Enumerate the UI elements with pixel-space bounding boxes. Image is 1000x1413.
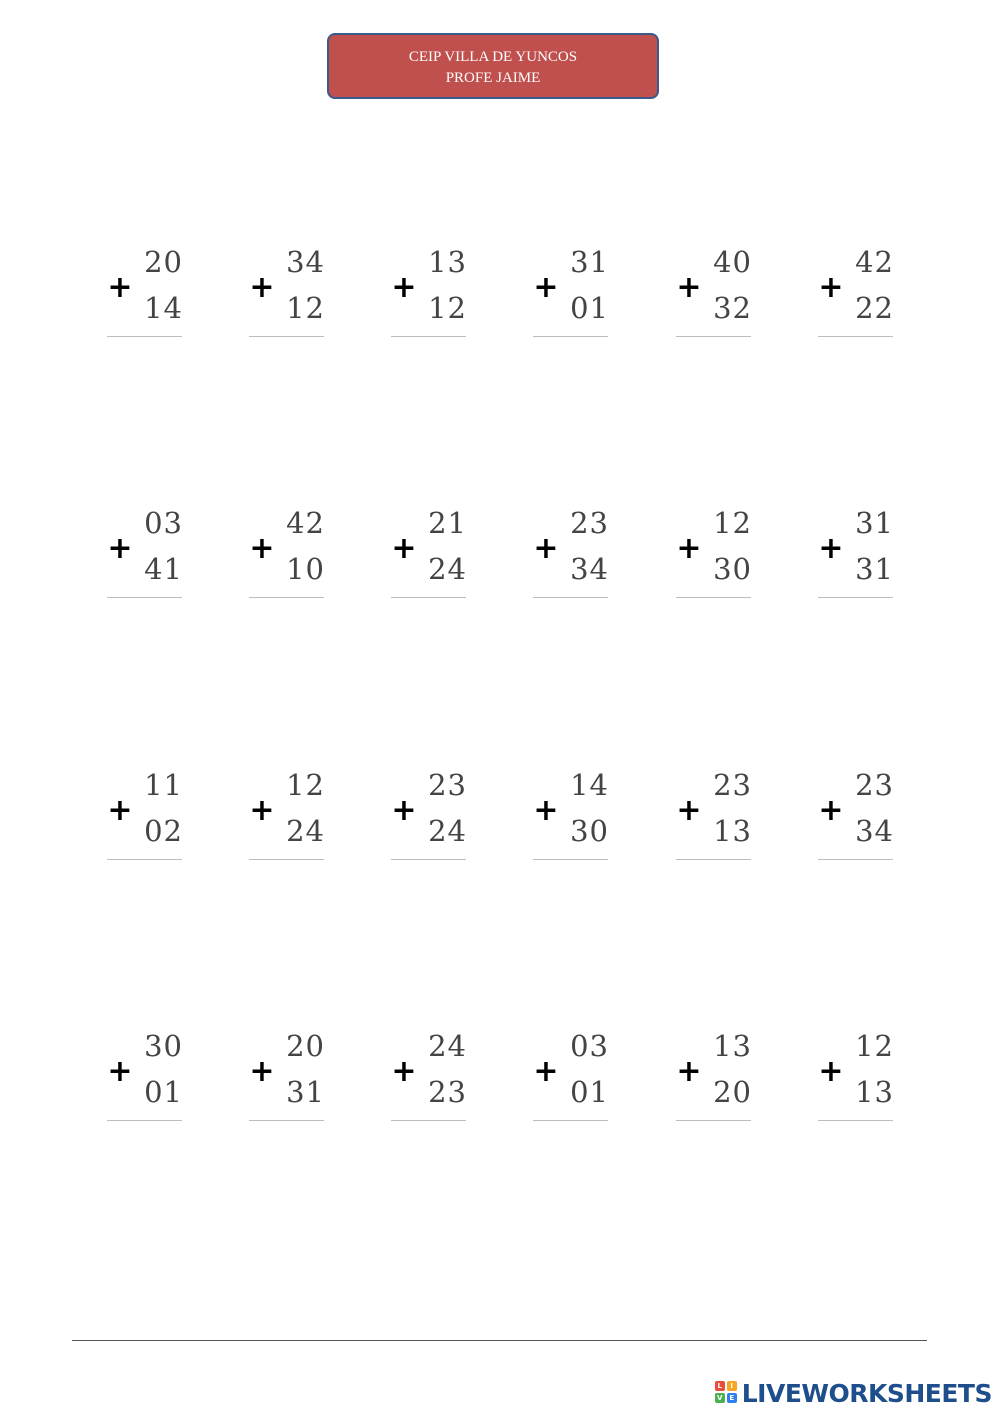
addition-problem (676, 768, 756, 869)
addend-top: 14 (570, 768, 609, 802)
addend-bottom: 01 (570, 1075, 609, 1109)
addend-bottom: 30 (713, 552, 752, 586)
addend-top: 42 (286, 506, 325, 540)
plus-sign: + (391, 1054, 417, 1089)
addend-bottom: 02 (144, 814, 183, 848)
answer-line (107, 859, 182, 860)
liveworksheets-brand (715, 1378, 992, 1408)
addition-problem (107, 506, 187, 607)
answer-line (107, 597, 182, 598)
addend-bottom: 01 (144, 1075, 183, 1109)
addend-top: 42 (855, 245, 894, 279)
answer-line (533, 859, 608, 860)
addend-bottom: 14 (144, 291, 183, 325)
addend-bottom: 30 (570, 814, 609, 848)
addend-bottom: 20 (713, 1075, 752, 1109)
addend-top: 31 (855, 506, 894, 540)
plus-sign: + (391, 793, 417, 828)
plus-sign: + (818, 531, 844, 566)
addend-bottom: 31 (286, 1075, 325, 1109)
plus-sign: + (107, 531, 133, 566)
answer-line (676, 336, 751, 337)
addend-top: 20 (286, 1029, 325, 1063)
teacher-name: PROFE JAIME (445, 70, 541, 86)
answer-line (391, 597, 466, 598)
addend-top: 03 (144, 506, 183, 540)
addition-problem (533, 506, 613, 607)
school-name: CEIP VILLA DE YUNCOS (408, 49, 578, 65)
plus-sign: + (249, 1054, 275, 1089)
addend-bottom: 41 (144, 552, 183, 586)
addition-problem (818, 1029, 898, 1130)
plus-sign: + (391, 270, 417, 305)
addend-bottom: 22 (855, 291, 894, 325)
addend-bottom: 24 (286, 814, 325, 848)
addend-bottom: 24 (428, 552, 467, 586)
addend-top: 34 (286, 245, 325, 279)
plus-sign: + (107, 270, 133, 305)
addend-bottom: 13 (713, 814, 752, 848)
answer-line (533, 336, 608, 337)
plus-sign: + (249, 793, 275, 828)
addend-top: 23 (855, 768, 894, 802)
plus-sign: + (676, 1054, 702, 1089)
addition-problem (249, 768, 329, 869)
answer-line (676, 1120, 751, 1121)
addition-problem (818, 768, 898, 869)
plus-sign: + (676, 531, 702, 566)
addend-bottom: 32 (713, 291, 752, 325)
answer-line (107, 1120, 182, 1121)
addend-top: 24 (428, 1029, 467, 1063)
addend-bottom: 01 (570, 291, 609, 325)
addend-top: 21 (428, 506, 467, 540)
addend-top: 20 (144, 245, 183, 279)
logo-tile: E (727, 1393, 737, 1403)
answer-line (249, 1120, 324, 1121)
plus-sign: + (249, 270, 275, 305)
addition-problem (249, 245, 329, 346)
logo-tile: L (715, 1381, 725, 1391)
footer-divider (72, 1340, 927, 1341)
plus-sign: + (533, 1054, 559, 1089)
addition-problem (533, 1029, 613, 1130)
addend-top: 12 (855, 1029, 894, 1063)
answer-line (818, 1120, 893, 1121)
addition-problem (676, 1029, 756, 1130)
addend-top: 23 (428, 768, 467, 802)
addend-bottom: 34 (570, 552, 609, 586)
plus-sign: + (533, 270, 559, 305)
addend-bottom: 24 (428, 814, 467, 848)
plus-sign: + (533, 531, 559, 566)
answer-line (107, 336, 182, 337)
plus-sign: + (533, 793, 559, 828)
liveworksheets-logo-icon (715, 1381, 739, 1405)
addend-top: 12 (713, 506, 752, 540)
plus-sign: + (818, 270, 844, 305)
answer-line (818, 597, 893, 598)
addend-bottom: 12 (286, 291, 325, 325)
plus-sign: + (107, 1054, 133, 1089)
addition-problem (391, 768, 471, 869)
logo-tile: I (727, 1381, 737, 1391)
addition-problem (107, 1029, 187, 1130)
addend-top: 03 (570, 1029, 609, 1063)
addend-bottom: 34 (855, 814, 894, 848)
addition-problem (676, 245, 756, 346)
answer-line (391, 859, 466, 860)
answer-line (818, 336, 893, 337)
addition-problem (107, 768, 187, 869)
addend-top: 30 (144, 1029, 183, 1063)
answer-line (676, 859, 751, 860)
addend-bottom: 13 (855, 1075, 894, 1109)
addition-problem (249, 506, 329, 607)
plus-sign: + (249, 531, 275, 566)
answer-line (676, 597, 751, 598)
addend-bottom: 31 (855, 552, 894, 586)
answer-line (249, 336, 324, 337)
addend-top: 23 (570, 506, 609, 540)
addition-problem (391, 245, 471, 346)
plus-sign: + (676, 793, 702, 828)
logo-tile: V (715, 1393, 725, 1403)
answer-line (533, 597, 608, 598)
plus-sign: + (818, 793, 844, 828)
plus-sign: + (107, 793, 133, 828)
addend-bottom: 12 (428, 291, 467, 325)
addition-problem (391, 506, 471, 607)
addend-top: 12 (286, 768, 325, 802)
answer-line (533, 1120, 608, 1121)
plus-sign: + (818, 1054, 844, 1089)
addition-problem (249, 1029, 329, 1130)
answer-line (249, 859, 324, 860)
addend-bottom: 23 (428, 1075, 467, 1109)
answer-line (391, 1120, 466, 1121)
addition-problem (818, 245, 898, 346)
plus-sign: + (391, 531, 417, 566)
addition-problem (533, 768, 613, 869)
brand-name: LIVEWORKSHEETS (741, 1378, 992, 1408)
addend-top: 13 (713, 1029, 752, 1063)
answer-line (249, 597, 324, 598)
addend-top: 13 (428, 245, 467, 279)
addend-top: 31 (570, 245, 609, 279)
addend-top: 11 (144, 768, 183, 802)
addend-top: 40 (713, 245, 752, 279)
addend-top: 23 (713, 768, 752, 802)
addition-problem (391, 1029, 471, 1130)
addend-bottom: 10 (286, 552, 325, 586)
addition-problem (107, 245, 187, 346)
answer-line (391, 336, 466, 337)
plus-sign: + (676, 270, 702, 305)
addition-problem (676, 506, 756, 607)
addition-problem (533, 245, 613, 346)
answer-line (818, 859, 893, 860)
addition-problem (818, 506, 898, 607)
